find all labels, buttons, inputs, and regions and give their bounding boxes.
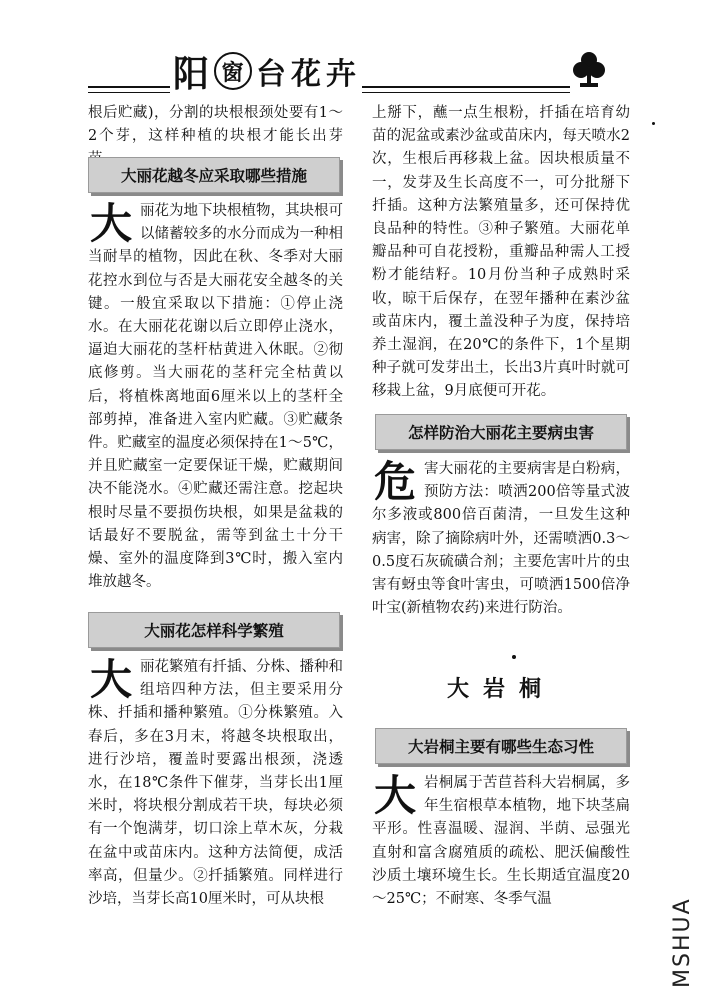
pests-paragraph: 危 害大丽花的主要病害是白粉病，预防方法：喷洒200倍等量式波尔多液或800倍百菌清，一旦发生这种病害，除了摘除病叶外，还需喷洒0.3～0.5度石灰硫磺合剂；主要危害叶片的虫害有蚜虫等食叶害虫，可喷洒1500倍净叶宝(新植物农药)来进行防治。: [372, 457, 630, 617]
decorative-dot: [652, 122, 655, 125]
dropcap: 大: [89, 655, 132, 704]
propagation-continued-paragraph: 上掰下，蘸一点生根粉，扦插在培育幼苗的泥盆或素沙盆或苗床内，每天喷水2次，生根后再移栽上盆。因块根质量不一，发芽及生长高度不一，可分批掰下扦插。这种方法繁殖量多，还可保持优良品种的特性。③种子繁殖。大丽花单瓣品种可自花授粉，重瓣品种需人工授粉才能结籽。10月份当种子成熟时采收，晾干后保存，在翌年播种在素沙盆或苗床内，覆土盖没种子为度，保持培养土湿润，在20℃的条件下，1个星期种子就可发芽出土，长出3片真叶时就可移栽上盆，9月底便可开花。: [372, 105, 630, 400]
header-char-2: 窗: [214, 52, 252, 90]
header-char-5: 卉: [326, 57, 358, 92]
header-char-3: 台: [256, 57, 288, 92]
dropcap: 危: [373, 457, 416, 506]
header-char-1: 阳: [173, 53, 211, 95]
section-banner-pests: 怎样防治大丽花主要病虫害: [375, 414, 627, 450]
section-heading-gloxinia: 大岩桐: [446, 677, 555, 702]
decorative-dot: [512, 655, 516, 659]
section-banner-overwintering: 大丽花越冬应采取哪些措施: [88, 157, 340, 193]
intro-paragraph: 根后贮藏)，分割的块根根颈处要有1～2个芽，这样种植的块根才能长出芽: [88, 105, 343, 145]
section-banner-propagation: 大丽花怎样科学繁殖: [88, 612, 340, 648]
propagation-paragraph: 大 丽花繁殖有扦插、分株、播种和组培四种方法，但主要采用分株、扦插和播种繁殖。①分株繁殖。入春后，多在3月末，将越冬块根取出，进行沙培，覆盖时要露出根颈，浇透水，在18℃条件下催芽，当芽长出1厘米时，将块根分割成若干块，每块必须有一个饱满芽，切口涂上草木灰，分栽在盆中或苗床内。这种方法简便，成活率高，但量少。②扦插繁殖。同样进行沙培，当芽长高10厘米时，可从块根: [88, 655, 343, 908]
header-rule-right: [362, 86, 570, 88]
header-rule-left: [88, 86, 170, 88]
header-char-4: 花: [291, 57, 323, 92]
header-rule-right-thin: [362, 92, 570, 93]
watermark: MSHUA: [670, 897, 695, 988]
gloxinia-paragraph: 大 岩桐属于苦苣苔科大岩桐属，多年生宿根草本植物，地下块茎扁平形。性喜温暖、湿润、半荫、忌强光直射和富含腐殖质的疏松、肥沃偏酸性沙质土壤环境生长。生长期适宜温度20～25℃；不耐寒、冬季气温: [372, 771, 630, 908]
dropcap: 大: [89, 199, 132, 248]
page-header-title: [173, 46, 357, 96]
header-rule-left-thin: [88, 92, 170, 93]
overwintering-paragraph: 大 丽花为地下块根植物，其块根可以储蓄较多的水分而成为一种相当耐旱的植物，因此在秋、冬季对大丽花控水到位与否是大丽花安全越冬的关键。一般宜采取以下措施：①停止浇水。在大丽花花谢以后立即停止浇水，逼迫大丽花的茎杆枯黄进入休眠。②彻底修剪。当大丽花的茎秆完全枯黄以后，将植株离地面6厘米以上的茎杆全部剪掉，准备进入室内贮藏。③贮藏条件。贮藏室的温度必须保持在1～5℃，并且贮藏室一定要保证干燥，贮藏期间决不能浇水。④贮藏还需注意。挖起块根时尽量不要损伤块根，如果是盆栽的话最好不要脱盆，需等到盆土十分干燥、室外的温度降到3℃时，搬入室内堆放越冬。: [88, 199, 343, 591]
section-banner-gloxinia-habits: 大岩桐主要有哪些生态习性: [375, 728, 627, 764]
dropcap: 大: [373, 771, 416, 820]
clover-icon: [572, 50, 606, 90]
